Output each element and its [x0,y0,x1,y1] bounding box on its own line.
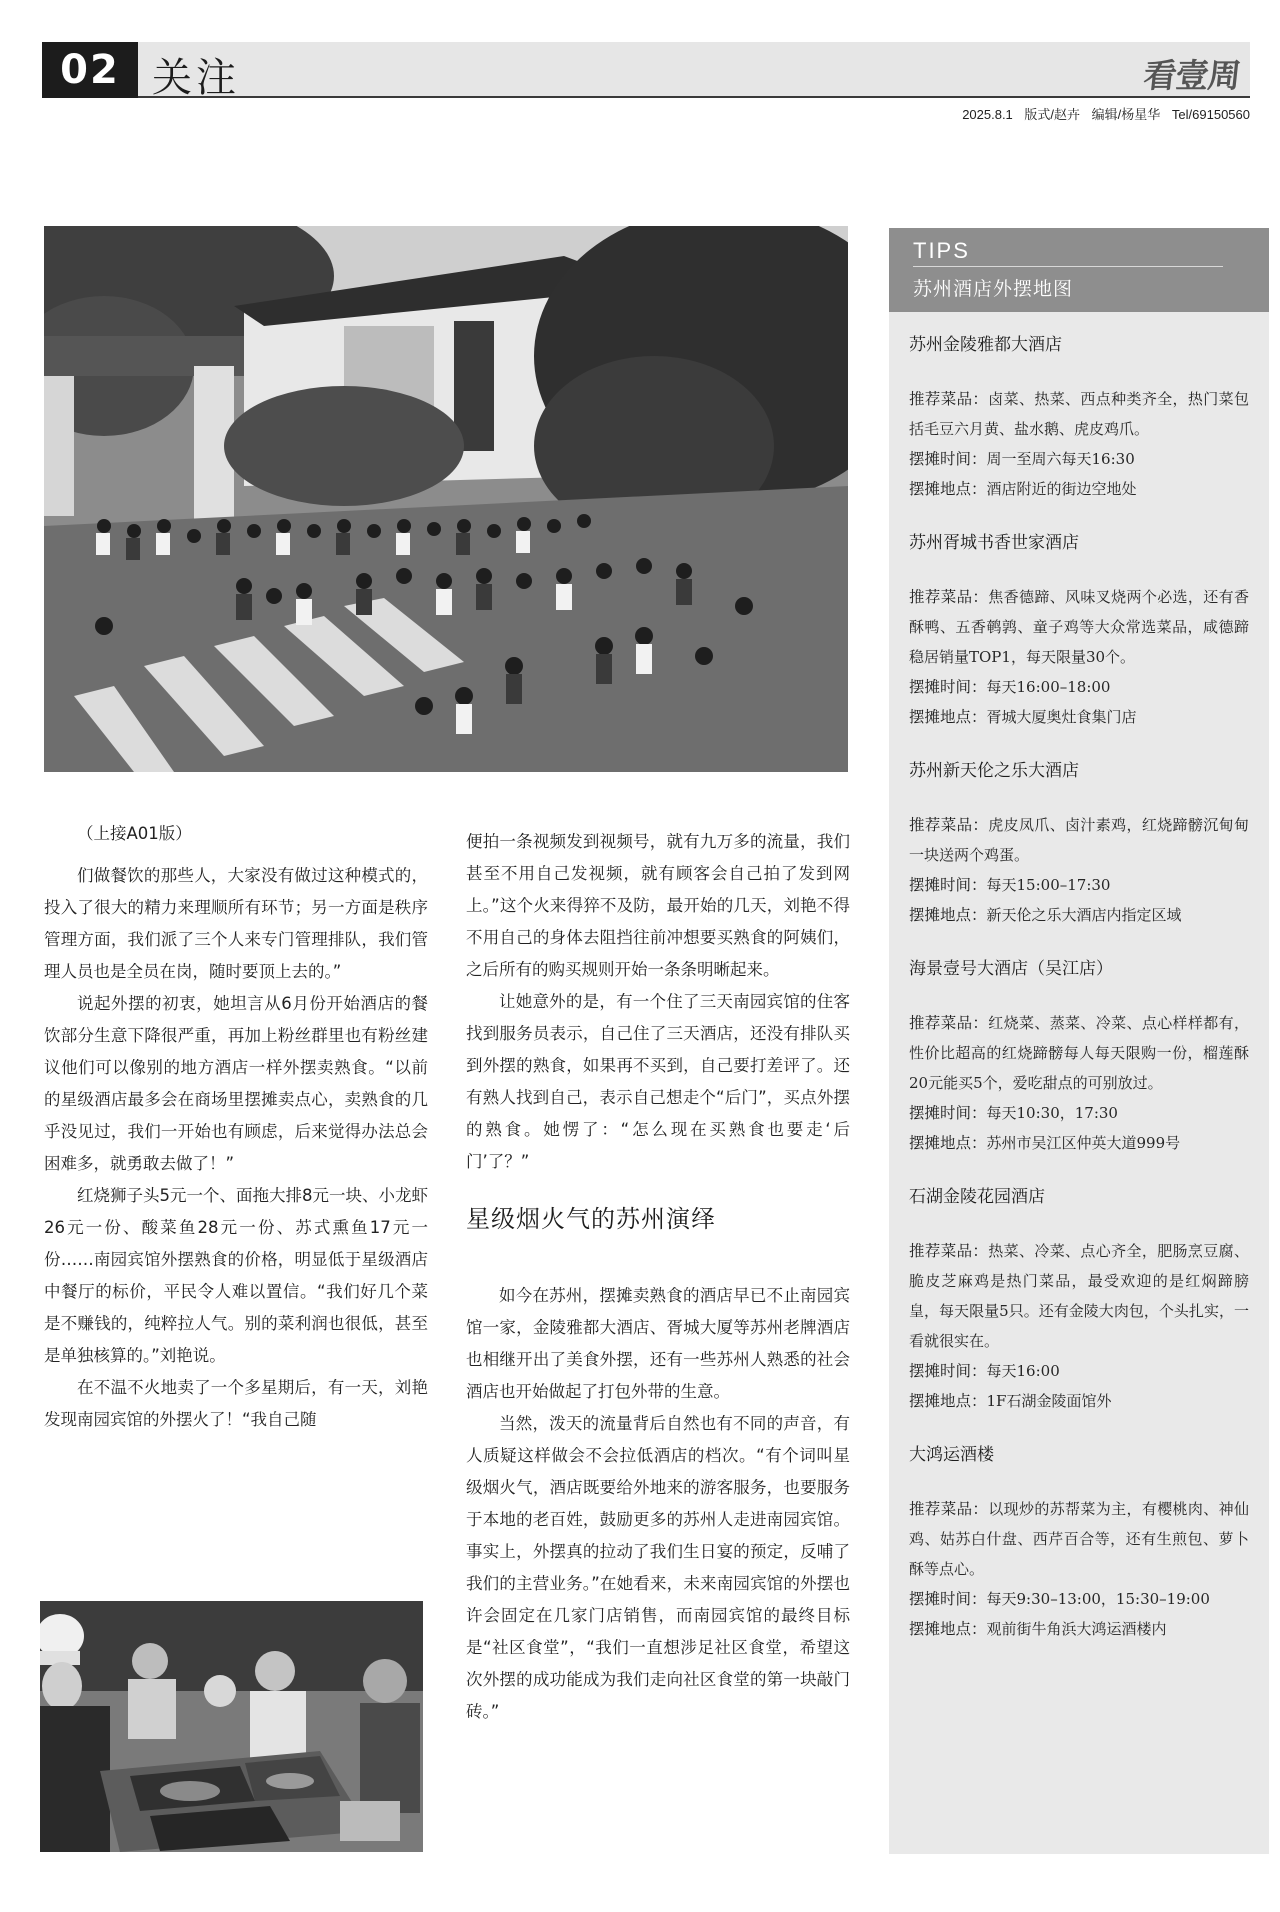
dish-text: 焦香德蹄、风味叉烧两个必选，还有香酥鸭、五香鹌鹑、童子鸡等大众常选菜品，咸德蹄稳居销量TOP1，每天限量30个。 [909,588,1249,666]
time-label: 摆摊时间： [909,1590,987,1608]
hotel-list [889,312,1269,1644]
hotel-entry [909,530,1249,732]
hotel-name: 石湖金陵花园酒店 [909,1187,1045,1207]
hotel-place [909,702,1249,732]
brand-logo: 看壹周 [1141,56,1242,95]
hotel-time [909,1356,1249,1386]
place-text: 观前街牛角浜大鸿运酒楼内 [986,1620,1167,1638]
hotel-dishes [909,1236,1249,1356]
place-text: 新天伦之乐大酒店内指定区域 [986,906,1182,924]
chefs-serving-photo [40,1601,423,1852]
editor-credit: 编辑/杨星华 [1091,107,1161,122]
hotel-dishes [909,582,1249,672]
hotel-dishes [909,1494,1249,1584]
hotel-time [909,672,1249,702]
dish-label: 推荐菜品： [909,390,989,408]
place-text: 酒店附近的街边空地处 [986,480,1137,498]
hotel-dishes [909,810,1249,870]
time-label: 摆摊时间： [909,678,987,696]
paragraph: 便拍一条视频发到视频号，就有九万多的流量，我们甚至不用自己发视频，就有顾客会自己拍了发到网上。”这个火来得猝不及防，最开始的几天，刘艳不得不用自己的身体去阻挡往前冲想要买熟食的阿姨们，之后所有的购买规则开始一条条明晰起来。 [466,832,850,979]
hotel-dishes [909,384,1249,444]
tips-title: 苏州酒店外摆地图 [913,278,1074,300]
hotel-name: 苏州胥城书香世家酒店 [909,533,1079,553]
hotel-name: 海景壹号大酒店（吴江店） [909,959,1113,979]
article-subheading: 星级烟火气的苏州演绎 [466,1205,716,1233]
street-queue-photo-icon [44,226,848,772]
page-header [42,42,1250,101]
dish-text: 虎皮凤爪、卤汁素鸡，红烧蹄髈沉甸甸一块送两个鸡蛋。 [909,816,1249,864]
dish-text: 以现炒的苏帮菜为主，有樱桃肉、神仙鸡、姑苏白什盘、西芹百合等，还有生煎包、萝卜酥等点心。 [909,1500,1249,1578]
hotel-time [909,1584,1249,1614]
dish-label: 推荐菜品： [909,816,989,834]
hotel-dishes [909,1008,1249,1098]
tips-header [889,228,1269,312]
article-left-column [44,818,428,1436]
hotel-time [909,444,1249,474]
article-middle-column [466,826,850,1728]
tips-sidebar [889,228,1269,1854]
issue-date: 2025.8.1 [962,107,1013,122]
hotel-time [909,1098,1249,1128]
paragraph: 当然，泼天的流量背后自然也有不同的声音，有人质疑这样做会不会拉低酒店的档次。“有个词叫星级烟火气，酒店既要给外地来的游客服务，也要服务于本地的老百姓，鼓励更多的苏州人走进南园宾馆。事实上，外摆真的拉动了我们生日宴的预定，反哺了我们的主营业务。”在她看来，未来南园宾馆的外摆也许会固定在几家门店销售，而南园宾馆的最终目标是“社区食堂”，“我们一直想涉足社区食堂，希望这次外摆的成功能成为我们走向社区食堂的第一块敲门砖。” [466,1414,850,1721]
paragraph: 如今在苏州，摆摊卖熟食的酒店早已不止南园宾馆一家，金陵雅都大酒店、胥城大厦等苏州老牌酒店也相继开出了美食外摆，还有一些苏州人熟悉的社会酒店也开始做起了打包外带的生意。 [466,1286,850,1401]
hotel-name: 苏州金陵雅都大酒店 [909,335,1062,355]
place-text: 1F石湖金陵面馆外 [986,1392,1112,1410]
continued-from-note: （上接A01版） [77,824,192,843]
dish-text: 卤菜、热菜、西点种类齐全，热门菜包括毛豆六月黄、盐水鹅、虎皮鸡爪。 [909,390,1249,438]
hotel-place [909,1386,1249,1416]
place-label: 摆摊地点： [909,708,987,726]
dish-label: 推荐菜品： [909,1500,989,1518]
layout-credit: 版式/赵卉 [1024,107,1081,122]
paragraph: 让她意外的是，有一个住了三天南园宾馆的住客找到服务员表示，自己住了三天酒店，还没有排队买到外摆的熟食，如果再不买到，自己要打差评了。还有熟人找到自己，表示自己想走个“后门”，买点外摆的熟食。她愣了：“怎么现在买熟食也要走‘后门’了？” [466,992,850,1171]
time-text: 每天9:30–13:00，15:30–19:00 [986,1590,1210,1608]
time-label: 摆摊时间： [909,450,987,468]
hotel-place [909,1614,1249,1644]
place-label: 摆摊地点： [909,906,987,924]
place-label: 摆摊地点： [909,1392,987,1410]
dish-text: 红烧菜、蒸菜、冷菜、点心样样都有，性价比超高的红烧蹄髈每人每天限购一份，榴莲酥20元能买5个，爱吃甜点的可别放过。 [909,1014,1249,1092]
dish-label: 推荐菜品： [909,1014,989,1032]
telephone: Tel/69150560 [1171,107,1250,122]
paragraph: 在不温不火地卖了一个多星期后，有一天，刘艳发现南园宾馆的外摆火了！“我自己随 [44,1378,428,1429]
chefs-serving-photo-icon [40,1601,423,1852]
time-label: 摆摊时间： [909,876,987,894]
dish-label: 推荐菜品： [909,588,989,606]
time-text: 每天16:00–18:00 [986,678,1111,696]
section-title: 关注 [152,55,240,101]
hotel-place [909,474,1249,504]
place-label: 摆摊地点： [909,1134,987,1152]
place-label: 摆摊地点： [909,1620,987,1638]
hotel-entry [909,1442,1249,1644]
hotel-entry [909,332,1249,504]
paragraph: 说起外摆的初衷，她坦言从6月份开始酒店的餐饮部分生意下降很严重，再加上粉丝群里也有粉丝建议他们可以像别的地方酒店一样外摆卖熟食。“以前的星级酒店最多会在商场里摆摊卖点心，卖熟食的几乎没见过，我们一开始也有顾虑，后来觉得办法总会困难多，就勇敢去做了！” [44,994,428,1173]
time-label: 摆摊时间： [909,1104,987,1122]
tips-label: TIPS [913,238,970,263]
hotel-place [909,1128,1249,1158]
hotel-place [909,900,1249,930]
hotel-name: 苏州新天伦之乐大酒店 [909,761,1079,781]
dish-text: 热菜、冷菜、点心齐全，肥肠烹豆腐、脆皮芝麻鸡是热门菜品，最受欢迎的是红焖蹄膀皇，每天限量5只。还有金陵大肉包，个头扎实，一看就很实在。 [909,1242,1249,1350]
hotel-entry [909,758,1249,930]
time-text: 每天10:30，17:30 [986,1104,1118,1122]
paragraph: 们做餐饮的那些人，大家没有做过这种模式的，投入了很大的精力来理顺所有环节；另一方面是秩序管理方面，我们派了三个人来专门管理排队，我们管理人员也是全员在岗，随时要顶上去的。” [44,866,428,981]
place-text: 苏州市吴江区仲英大道999号 [986,1134,1181,1152]
place-label: 摆摊地点： [909,480,987,498]
page-number: 02 [42,42,138,98]
hotel-entry [909,956,1249,1158]
issue-meta [954,104,1250,123]
hotel-time [909,870,1249,900]
tips-divider [913,266,1223,267]
hotel-name: 大鸿运酒楼 [909,1445,994,1465]
place-text: 胥城大厦奥灶食集门店 [986,708,1137,726]
time-label: 摆摊时间： [909,1362,987,1380]
time-text: 周一至周六每天16:30 [986,450,1135,468]
dish-label: 推荐菜品： [909,1242,989,1260]
street-queue-photo [44,226,848,772]
paragraph: 红烧狮子头5元一个、面拖大排8元一块、小龙虾26元一份、酸菜鱼28元一份、苏式熏鱼17元一份……南园宾馆外摆熟食的价格，明显低于星级酒店中餐厅的标价，平民令人难以置信。“我们好几个菜是不赚钱的，纯粹拉人气。别的菜利润也很低，甚至是单独核算的。”刘艳说。 [44,1186,428,1365]
time-text: 每天16:00 [986,1362,1060,1380]
hotel-entry [909,1184,1249,1416]
time-text: 每天15:00–17:30 [986,876,1111,894]
